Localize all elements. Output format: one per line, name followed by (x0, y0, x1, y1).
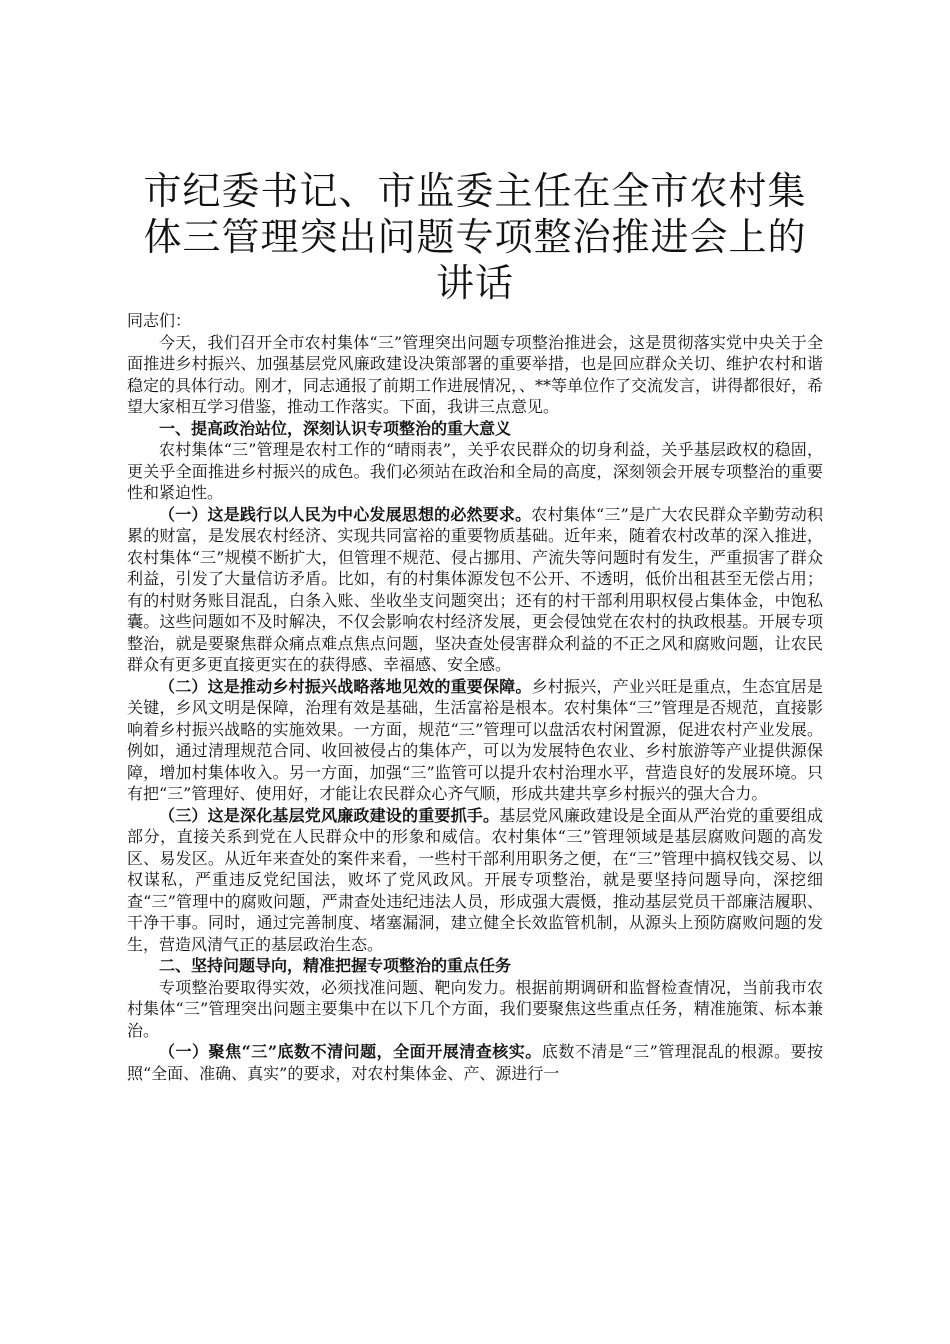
paragraph-section-1-intro: 农村集体“三”管理是农村工作的“晴雨表”，关乎农民群众的切身利益，关乎基层政权的稳固，更关乎全面推进乡村振兴的成色。我们必须站在政治和全局的高度，深刻领会开展专项整治的重要性和紧迫性。 (127, 440, 823, 502)
point-lead: （三）这是深化基层党风廉政建设的重要抓手。 (159, 805, 500, 825)
paragraph-point-1-1 (127, 504, 823, 676)
paragraph-intro: 今天，我们召开全市农村集体“三”管理突出问题专项整治推进会，这是贯彻落实党中央关于全面推进乡村振兴、加强基层党风廉政建设决策部署的重要举措，也是回应群众关切、维护农村和谐稳定的具体行动。刚才，同志通报了前期工作进展情况，、**等单位作了交流发言，讲得都很好，希望大家相互学习借鉴，推动工作落实。下面，我讲三点意见。 (127, 332, 824, 416)
paragraph-point-2-1 (127, 1041, 823, 1084)
point-lead: （二）这是推动乡村振兴战略落地见效的重要保障。 (159, 676, 532, 696)
paragraph-point-1-3 (127, 805, 823, 956)
point-body: 乡村振兴，产业兴旺是重点，生态宜居是关键，乡风文明是保障，治理有效是基础，生活富裕是根本。农村集体“三”管理是否规范，直接影响着乡村振兴战略的实施效果。一方面，规范“三”管理可以盘活农村闲置源，促进农村产业发展。例如，通过清理规范合同、收回被侵占的集体产，可以为发展特色农业、乡村旅游等产业提供源保障，增加村集体收入。另一方面，加强“三”监管可以提升农村治理水平，营造良好的发展环境。只有把“三”管理好、使用好，才能让农民群众心齐气顺，形成共建共享乡村振兴的强大合力。 (127, 676, 823, 803)
point-lead: （一）聚焦“三”底数不清问题，全面开展清查核实。 (159, 1042, 542, 1061)
point-lead: （一）这是践行以人民为中心发展思想的必然要求。 (159, 504, 532, 524)
point-body: 农村集体“三”是广大农民群众辛勤劳动积累的财富，是发展农村经济、实现共同富裕的重要物质基础。近年来，随着农村改革的深入推进，农村集体“三”规模不断扩大，但管理不规范、侵占挪用、产流失等问题时有发生，严重损害了群众利益，引发了大量信访矛盾。比如，有的村集体源发包不公开、不透明，低价出租甚至无偿占用；有的村财务账目混乱，白条入账、坐收坐支问题突出；还有的村干部利用职权侵占集体金，中饱私囊。这些问题如不及时解决，不仅会影响农村经济发展，更会侵蚀党在农村的执政根基。开展专项整治，就是要聚焦群众痛点难点焦点问题，坚决查处侵害群众利益的不正之风和腐败问题，让农民群众有更多更直接更实在的获得感、幸福感、安全感。 (127, 504, 823, 674)
paragraph-point-1-2 (127, 676, 823, 805)
point-body: 底数不清是“三”管理混乱的根源。要按照“全面、准确、真实”的要求，对农村集体金、产、源进行一 (127, 1042, 823, 1083)
section-heading-2: 二、坚持问题导向，精准把握专项整治的重点任务 (159, 956, 512, 975)
section-heading-1: 一、提高政治站位，深刻认识专项整治的重大意义 (159, 418, 512, 438)
document-title: 市纪委书记、市监委主任在全市农村集体三管理突出问题专项整治推进会上的讲话 (143, 169, 807, 305)
greeting: 同志们： (127, 311, 192, 330)
document-page (127, 168, 823, 1084)
point-body: 基层党风廉政建设是全面从严治党的重要组成部分，直接关系到党在人民群众中的形象和威信。农村集体“三”管理领域是基层腐败问题的高发区、易发区。从近年来查处的案件来看，一些村干部利用职务之便，在“三”管理中搞权钱交易、以权谋私，严重违反党纪国法，败坏了党风政风。开展专项整治，就是要坚持问题导向，深挖细查“三”管理中的腐败问题，严肃查处违纪违法人员，形成强大震慑，推动基层党员干部廉洁履职、干净干事。同时，通过完善制度、堵塞漏洞，建立健全长效监管机制，从源头上预防腐败问题的发生，营造风清气正的基层政治生态。 (127, 805, 823, 954)
paragraph-section-2-intro: 专项整治要取得实效，必须找准问题、靶向发力。根据前期调研和监督检查情况，当前我市农村集体“三”管理突出问题主要集中在以下几个方面，我们要聚焦这些重点任务，精准施策、标本兼治。 (127, 977, 823, 1040)
